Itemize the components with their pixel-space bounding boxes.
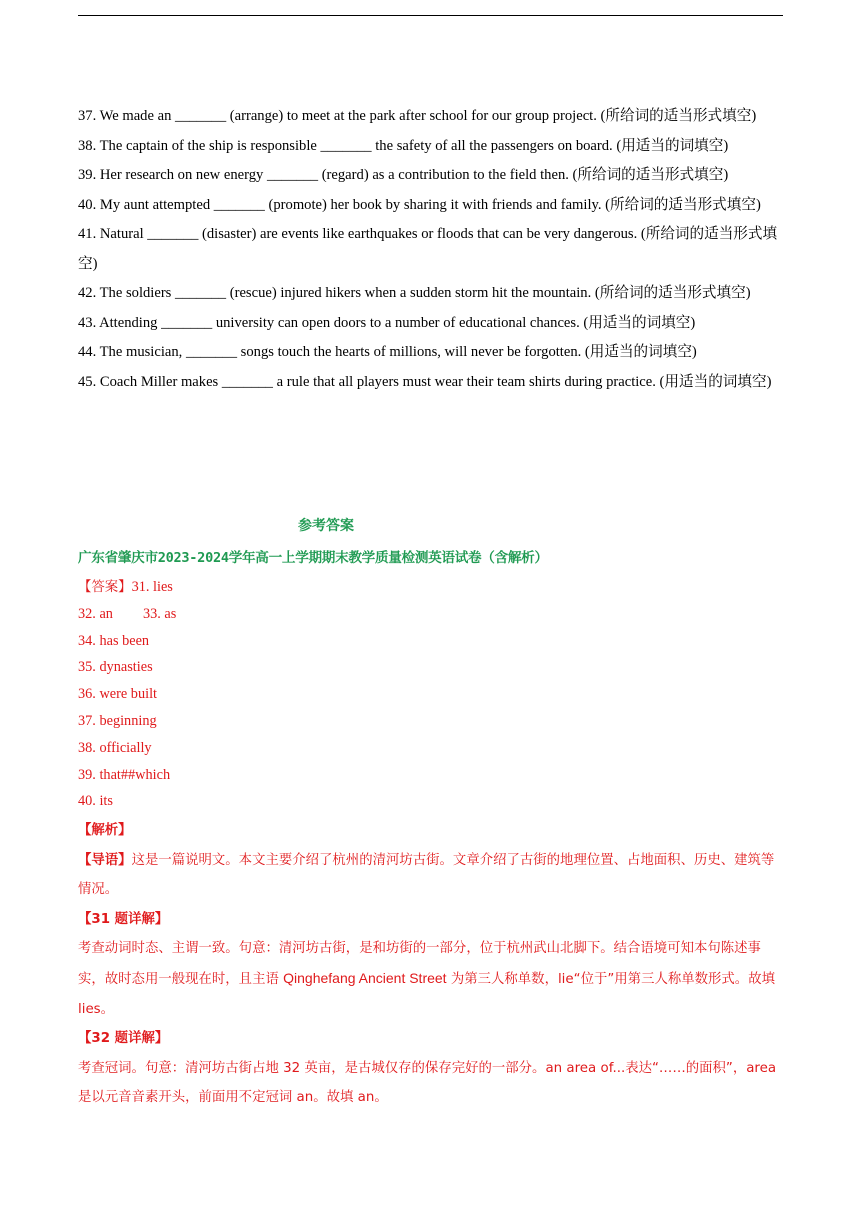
question-list — [78, 102, 786, 397]
answer-31: 31. lies — [131, 579, 173, 595]
answer-34: 34. has been — [78, 632, 150, 649]
question-39: 39. Her research on new energy _______ (regard) as a contribution to the field then. (所给词的适当形式填空) — [78, 167, 729, 183]
question-38: 38. The captain of the ship is responsible _______ the safety of all the passengers on board. (用适当的词填空) — [78, 137, 729, 154]
answer-line-31 — [78, 574, 176, 601]
intro-text: 这是一篇说明文。本文主要介绍了杭州的清河坊古街。文章介绍了古街的地理位置、占地面积、历史、建筑等情况。 — [78, 852, 775, 898]
analysis-section — [78, 816, 786, 1113]
q31-explanation-label: 【31 题详解】 — [78, 911, 169, 927]
question-37: 37. We made an _______ (arrange) to meet at the park after school for our group project. (所给词的适当形式填空) — [78, 108, 757, 124]
q31-explanation — [78, 934, 786, 1024]
question-42: 42. The soldiers _______ (rescue) injured hikers when a sudden storm hit the mountain. (所给词的适当形式填空) — [78, 285, 751, 301]
answer-36: 36. were built — [78, 686, 158, 703]
q32-explanation-label: 【32 题详解】 — [78, 1031, 169, 1047]
intro-paragraph — [78, 846, 786, 905]
intro-label: 【导语】 — [78, 852, 132, 868]
answer-line-32-33 — [78, 601, 176, 628]
q31-text-part1: 考查动词时态、主谓一致。句意：清河坊古街，是和坊街的一部分，位于杭州武山北脚下。结合语境可知本句陈述事实，故时态用一般现在时，且主语 — [78, 941, 761, 987]
answer-39: 39. that##which — [78, 766, 171, 783]
exam-source-title: 广东省肇庆市2023-2024学年高一上学期期末教学质量检测英语试卷（含解析） — [78, 550, 548, 566]
header-rule — [78, 15, 783, 16]
q31-text-part2: 为第三人称单数，lie“位于”用第三人称单数形式。故填 lies。 — [78, 971, 775, 1017]
answer-32: 32. an — [78, 605, 113, 622]
q31-term: Qinghefang Ancient Street — [283, 969, 447, 986]
question-41: 41. Natural _______ (disaster) are events like earthquakes or floods that can be very dangerous. (所给词的适当形式填空) — [78, 226, 778, 272]
answer-38: 38. officially — [78, 739, 152, 756]
question-40: 40. My aunt attempted _______ (promote) her book by sharing it with friends and family. (所给词的适当形式填空) — [78, 196, 761, 213]
answer-label: 【答案】 — [78, 580, 132, 595]
answer-37: 37. beginning — [78, 712, 157, 729]
answer-35: 35. dynasties — [78, 659, 153, 676]
question-45: 45. Coach Miller makes _______ a rule that all players must wear their team shirts during practice. (用适当的词填空) — [78, 373, 772, 390]
answer-40: 40. its — [78, 793, 113, 810]
analysis-label: 【解析】 — [78, 823, 132, 838]
question-44: 44. The musician, _______ songs touch the hearts of millions, will never be forgotten. (用适当的词填空) — [78, 344, 697, 360]
answer-33: 33. as — [142, 605, 177, 622]
q32-explanation: 考查冠词。句意：清河坊古街占地 32 英亩，是古城仅存的保存完好的一部分。an area of...表达“……的面积”，area 是以元音音素开头，前面用不定冠词 an。故填 an。 — [78, 1060, 777, 1106]
answer-list — [78, 574, 176, 815]
answer-key-heading: 参考答案 — [298, 519, 354, 534]
question-43: 43. Attending _______ university can open doors to a number of educational chances. (用适当的词填空) — [78, 314, 696, 331]
